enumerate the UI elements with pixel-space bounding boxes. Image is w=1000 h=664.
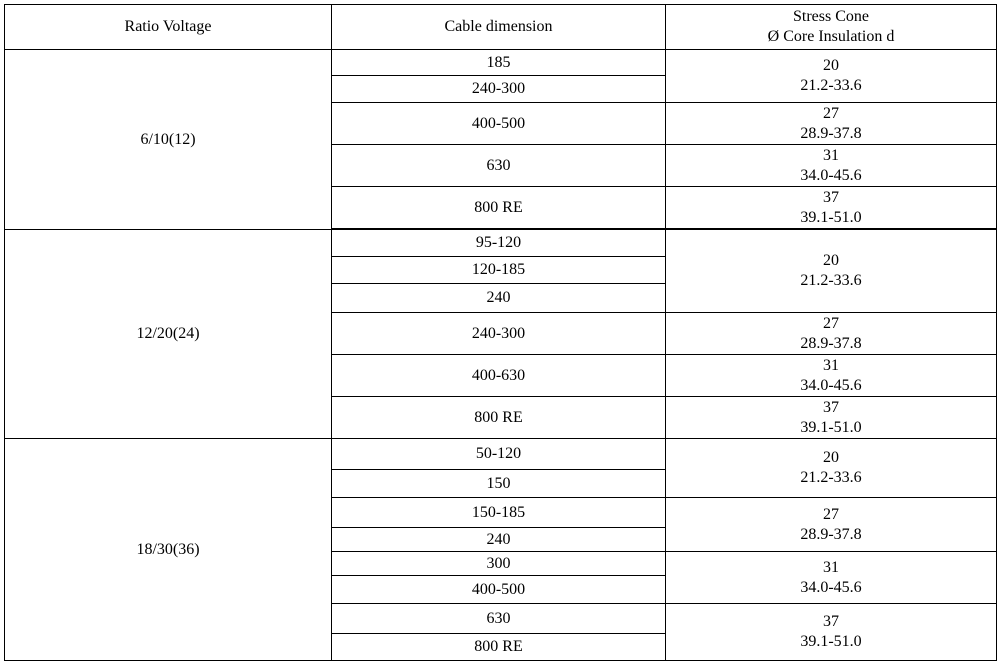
stress-cone-cell (666, 50, 997, 103)
cone-size: 27 (823, 104, 839, 122)
dimension-cell: 400-500 (332, 103, 666, 145)
table-container (4, 4, 997, 661)
cone-range: 28.9-37.8 (800, 334, 862, 352)
dimension-cell: 95-120 (332, 230, 666, 257)
dimension-cell: 630 (332, 604, 666, 634)
cone-range: 21.2-33.6 (800, 272, 862, 289)
header-stress-cone (666, 5, 997, 50)
cone-range: 21.2-33.6 (800, 469, 862, 486)
cone-size: 31 (823, 558, 839, 576)
cone-range: 21.2-33.6 (800, 77, 862, 94)
stress-cone-cell (666, 145, 997, 187)
dimension-cell: 150 (332, 470, 666, 498)
stress-cone-cell (666, 103, 997, 145)
dimension-cell: 800 RE (332, 634, 666, 661)
dimension-cell: 240-300 (332, 76, 666, 103)
dimension-cell: 240 (332, 528, 666, 552)
cone-size: 20 (823, 252, 839, 269)
dimension-cell: 150-185 (332, 498, 666, 528)
dimension-cell: 120-185 (332, 257, 666, 284)
stress-cone-cell (666, 313, 997, 355)
dimension-cell: 185 (332, 50, 666, 76)
header-cable-dimension: Cable dimension (332, 5, 666, 50)
header-row (5, 5, 997, 50)
cone-range: 34.0-45.6 (800, 578, 862, 596)
cone-range: 28.9-37.8 (800, 124, 862, 142)
dimension-cell: 400-630 (332, 355, 666, 397)
stress-cone-cell (666, 498, 997, 552)
header-ratio-voltage: Ratio Voltage (5, 5, 332, 50)
cone-size: 20 (823, 57, 839, 74)
dimension-cell: 800 RE (332, 187, 666, 229)
stress-cone-cell (666, 439, 997, 498)
dimension-cell: 300 (332, 552, 666, 576)
voltage-cell: 6/10(12) (5, 50, 332, 230)
dimension-cell: 240 (332, 284, 666, 313)
cone-range: 34.0-45.6 (800, 166, 862, 184)
cone-size: 37 (823, 613, 839, 630)
stress-cone-cell (666, 604, 997, 661)
cone-size: 27 (823, 314, 839, 332)
cone-range: 39.1-51.0 (800, 208, 862, 226)
stress-cone-cell (666, 187, 997, 229)
table-row (5, 50, 997, 76)
cone-size: 31 (823, 356, 839, 374)
stress-cone-cell (666, 230, 997, 313)
stress-cone-cell (666, 355, 997, 397)
cone-range: 34.0-45.6 (800, 376, 862, 394)
header-stress-cone-title: Stress Cone (793, 8, 869, 25)
stress-cone-table (4, 4, 997, 661)
header-core-insulation: Ø Core Insulation d (767, 28, 895, 45)
stress-cone-cell (666, 552, 997, 604)
voltage-cell: 18/30(36) (5, 439, 332, 661)
dimension-cell: 240-300 (332, 313, 666, 355)
cone-size: 31 (823, 146, 839, 164)
cone-size: 37 (823, 188, 839, 206)
cone-range: 39.1-51.0 (800, 633, 862, 650)
voltage-cell: 12/20(24) (5, 230, 332, 439)
cone-range: 28.9-37.8 (800, 525, 862, 543)
cone-size: 37 (823, 398, 839, 416)
cone-size: 27 (823, 505, 839, 523)
dimension-cell: 400-500 (332, 576, 666, 604)
table-row (5, 230, 997, 257)
dimension-cell: 630 (332, 145, 666, 187)
dimension-cell: 50-120 (332, 439, 666, 470)
table-row (5, 439, 997, 470)
dimension-cell: 800 RE (332, 397, 666, 439)
stress-cone-cell (666, 397, 997, 439)
cone-size: 20 (823, 449, 839, 466)
cone-range: 39.1-51.0 (800, 418, 862, 436)
